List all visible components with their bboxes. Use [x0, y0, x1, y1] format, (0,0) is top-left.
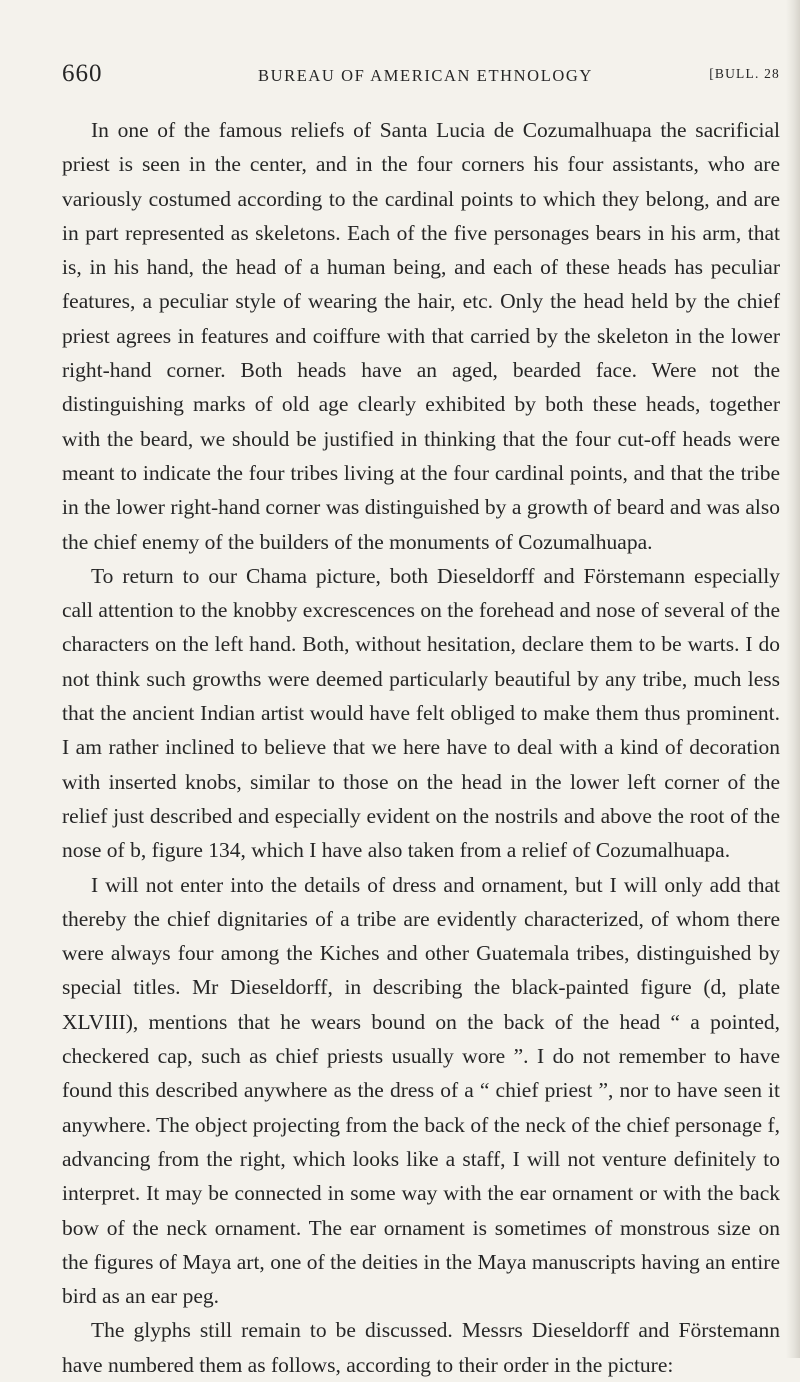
bulletin-reference: [BULL. 28 — [709, 66, 780, 81]
paragraph-dress-ornament: I will not enter into the details of dress and ornament, but I will only add that thereby the chief dignitaries of a tribe are evidently characterized, of whom there were always four among the Kiches and other Guatemala tribes, distinguished by special titles. Mr Dieseldorff, in describing the black-painted figure (d, plate XLVIII), mentions that he wears bound on the back of the head “ a pointed, checkered cap, such as chief priests usually wore ”. I do not remember to have found this described anywhere as the dress of a “ chief priest ”, nor to have seen it anywhere. The object projecting from the back of the neck of the chief personage f, advancing from the right, which looks like a staff, I will not venture definitely to interpret. It may be connected in some way with the ear ornament or with the back bow of the neck ornament. The ear ornament is sometimes of monstrous size on the figures of Maya art, one of the deities in the Maya manuscripts having an entire bird as an ear peg. — [62, 872, 780, 1309]
page-number: 660 — [62, 60, 103, 87]
paragraph-chama-picture: To return to our Chama picture, both Dieseldorff and Förstemann especially call attention to the knobby excrescences on the forehead and nose of several of the characters on the left hand. Both, without hesitation, declare them to be warts. I do not think such growths were deemed particularly beautiful by any tribe, much less that the ancient Indian artist would have felt obliged to make them thus prominent. I am rather inclined to believe that we here have to deal with a kind of decoration with inserted knobs, similar to those on the head in the lower left corner of the relief just described and especially evident on the nostrils and above the root of the nose of b, figure 134, which I have also taken from a relief of Cozumalhuapa. — [62, 563, 780, 863]
body-text — [62, 113, 780, 1382]
running-head: BUREAU OF AMERICAN ETHNOLOGY — [258, 66, 593, 85]
paragraph-glyphs: The glyphs still remain to be discussed. Messrs Dieseldorff and Förstemann have numbered them as follows, according to their order in the picture: — [62, 1318, 780, 1377]
page-header — [62, 60, 780, 94]
paragraph-cozumalhuapa-relief: In one of the famous reliefs of Santa Lucia de Cozumalhuapa the sacrificial priest is seen in the center, and in the four corners his four assistants, who are variously costumed according to the cardinal points to which they belong, and are in part represented as skeletons. Each of the five personages bears in his arm, that is, in his hand, the head of a human being, and each of these heads has peculiar features, a peculiar style of wearing the hair, etc. Only the head held by the chief priest agrees in features and coiffure with that carried by the skeleton in the lower right-hand corner. Both heads have an aged, bearded face. Were not the distinguishing marks of old age clearly exhibited by both these heads, together with the beard, we should be justified in thinking that the four cut-off heads were meant to indicate the four tribes living at the four cardinal points, and that the tribe in the lower right-hand corner was distinguished by a growth of beard and was also the chief enemy of the builders of the monuments of Cozumalhuapa. — [62, 118, 780, 554]
page-edge-shadow — [786, 0, 800, 1358]
